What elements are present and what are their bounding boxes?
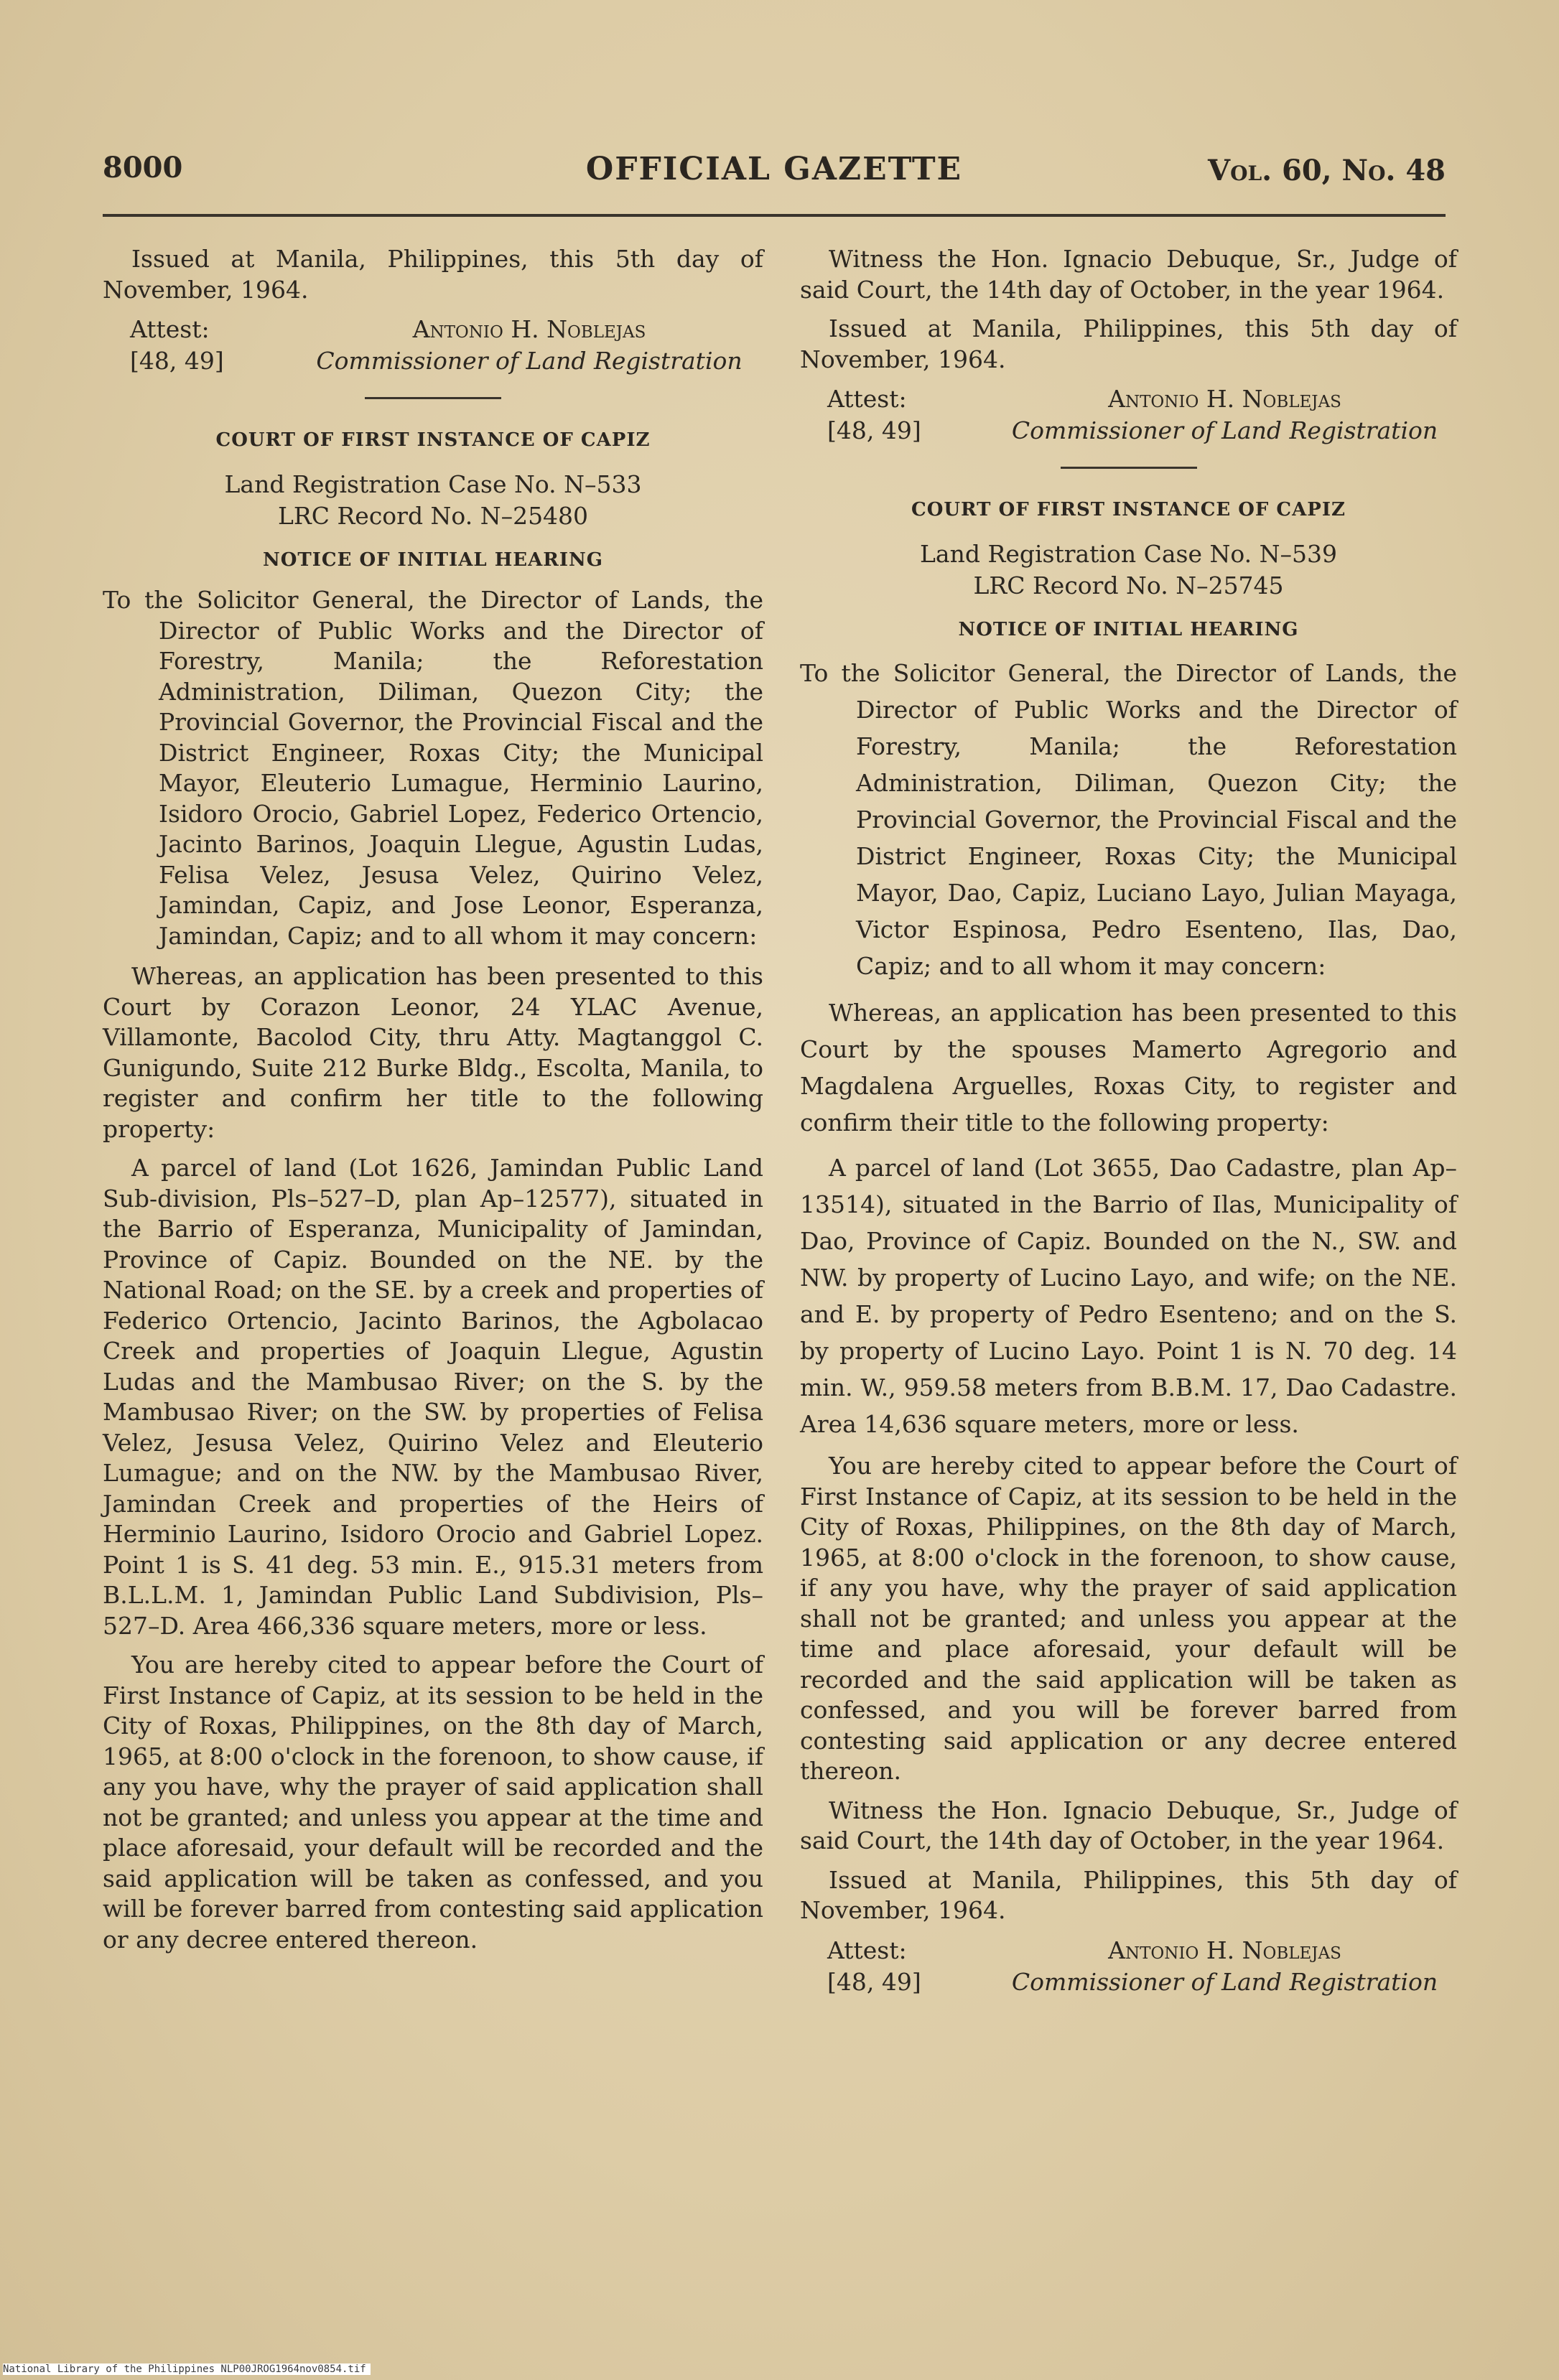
attest-ref: [48, 49] <box>130 347 224 375</box>
case-number: Land Registration Case No. N–539 <box>920 539 1337 568</box>
whereas-paragraph: Whereas, an application has been presented to this Court by the spouses Mamerto Agregorio and Magdalena Arguelles, Roxas City, to register and confirm their title to the following property: <box>800 999 1457 1137</box>
court-heading: COURT OF FIRST INSTANCE OF CAPIZ <box>911 499 1346 521</box>
publication-title: OFFICIAL GAZETTE <box>585 151 963 187</box>
attest-block <box>827 383 1457 447</box>
attest-title: Commissioner of Land Registration <box>1011 1967 1438 1996</box>
attest-label: Attest: <box>827 385 907 413</box>
attest-block <box>130 314 763 377</box>
volume-number: Vol. 60, No. 48 <box>1208 154 1446 187</box>
record-number: LRC Record No. N–25745 <box>973 571 1284 599</box>
case-number: Land Registration Case No. N–533 <box>224 470 642 498</box>
attest-ref: [48, 49] <box>827 416 921 444</box>
parcel-paragraph: A parcel of land (Lot 1626, Jamindan Public Land Sub-division, Pls–527–D, plan Ap–12577), situated in the Barrio of Esperanza, Municipality of Jamindan, Province of Capiz. Bounded on the NE. by the National Road; on the SE. by a creek and properties of Federico Ortencio, Jacinto Barinos, the Agbolacao Creek and properties of Joaquin Llegue, Agustin Ludas and the Mambusao River; on the S. by the Mambusao River; on the SW. by properties of Felisa Velez, Jesusa Velez, Quirino Velez and Eleuterio Lumague; and on the NW. by the Mambusao River, Jamindan Creek and properties of the Heirs of Herminio Laurino, Isidoro Orocio and Gabriel Lopez. Point 1 is S. 41 deg. 53 min. E., 915.31 meters from B.L.L.M. 1, Jamindan Public Land Subdivision, Pls–527–D. Area 466,336 square meters, more or less. <box>103 1154 763 1640</box>
issued-statement: Issued at Manila, Philippines, this 5th day of November, 1964. <box>800 314 1457 373</box>
addressees-paragraph: To the Solicitor General, the Director of Lands, the Director of Public Works and the Director of Forestry, Manila; the Reforestation Administration, Diliman, Quezon City; the Provincial Governor, the Provincial Fiscal and the District Engineer, Roxas City; the Municipal Mayor, Dao, Capiz, Luciano Layo, Julian Mayaga, Victor Espinosa, Pedro Esenteno, Ilas, Dao, Capiz; and to all whom it may concern: <box>800 659 1457 980</box>
attest-label: Attest: <box>827 1936 907 1964</box>
attest-title: Commissioner of Land Registration <box>1011 416 1438 444</box>
court-heading: COURT OF FIRST INSTANCE OF CAPIZ <box>215 429 651 451</box>
page-number: 8000 <box>103 151 183 185</box>
notice-heading: NOTICE OF INITIAL HEARING <box>958 618 1299 640</box>
parcel-paragraph: A parcel of land (Lot 3655, Dao Cadastre, plan Ap–13514), situated in the Barrio of Ilas, Municipality of Dao, Province of Capiz. Bounded on the N., SW. and NW. by property of Lucino Layo, and wife; on the NE. and E. by property of Pedro Esenteno; and on the S. by property of Lucino Layo. Point 1 is N. 70 deg. 14 min. W., 959.58 meters from B.B.M. 17, Dao Cadastre. Area 14,636 square meters, more or less. <box>800 1154 1457 1438</box>
scan-source-footer: National Library of the Philippines NLP00JROG1964nov0854.tif <box>3 2363 371 2375</box>
witness-paragraph: Witness the Hon. Ignacio Debuque, Sr., Judge of said Court, the 14th day of October, in the year 1964. <box>800 1796 1457 1854</box>
cited-paragraph: You are hereby cited to appear before the Court of First Instance of Capiz, at its session to be held in the City of Roxas, Philippines, on the 8th day of March, 1965, at 8:00 o'clock in the forenoon, to show cause, if any you have, why the prayer of said application shall not be granted; and unless you appear at the time and place aforesaid, your default will be recorded and the said application will be taken as confessed, and you will be forever barred from contesting said application or any decree entered thereon. <box>103 1651 763 1954</box>
attest-block <box>827 1935 1457 1998</box>
issued-statement: Issued at Manila, Philippines, this 5th day of November, 1964. <box>800 1865 1457 1924</box>
whereas-paragraph: Whereas, an application has been presented to this Court by Corazon Leonor, 24 YLAC Avenue, Villamonte, Bacolod City, thru Atty. Magtanggol C. Gunigundo, Suite 212 Burke Bldg., Escolta, Manila, to register and confirm her title to the following property: <box>103 962 763 1143</box>
attest-name: Antonio H. Noblejas <box>1108 385 1341 413</box>
left-column <box>103 244 763 1964</box>
record-number: LRC Record No. N–25480 <box>277 501 589 530</box>
right-column <box>800 244 1457 1998</box>
addressees-paragraph: To the Solicitor General, the Director of Lands, the Director of Public Works and the Director of Forestry, Manila; the Reforestation Administration, Diliman, Quezon City; the Provincial Governor, the Provincial Fiscal and the District Engineer, Roxas City; the Municipal Mayor, Eleuterio Lumague, Herminio Laurino, Isidoro Orocio, Gabriel Lopez, Federico Ortencio, Jacinto Barinos, Joaquin Llegue, Agustin Ludas, Felisa Velez, Jesusa Velez, Quirino Velez, Jamindan, Capiz, and Jose Leonor, Esperanza, Jamindan, Capiz; and to all whom it may concern: <box>103 586 763 950</box>
attest-name: Antonio H. Noblejas <box>1108 1936 1341 1964</box>
attest-name: Antonio H. Noblejas <box>412 315 646 343</box>
notice-heading: NOTICE OF INITIAL HEARING <box>262 549 604 571</box>
attest-title: Commissioner of Land Registration <box>316 347 743 375</box>
cited-paragraph: You are hereby cited to appear before the Court of First Instance of Capiz, at its session to be held in the City of Roxas, Philippines, on the 8th day of March, 1965, at 8:00 o'clock in the forenoon, to show cause, if any you have, why the prayer of said application shall not be granted; and unless you appear at the time and place aforesaid, your default will be recorded and the said application will be taken as confessed, and you will be forever barred from contesting said application or any decree entered thereon. <box>800 1452 1457 1785</box>
section-divider <box>365 397 501 399</box>
issued-statement: Issued at Manila, Philippines, this 5th day of November, 1964. <box>103 245 763 304</box>
witness-paragraph: Witness the Hon. Ignacio Debuque, Sr., Judge of said Court, the 14th day of October, in the year 1964. <box>800 245 1457 304</box>
attest-ref: [48, 49] <box>827 1967 921 1996</box>
header-rule <box>103 214 1446 217</box>
page-header <box>103 151 1446 208</box>
section-divider <box>1061 467 1197 469</box>
attest-label: Attest: <box>130 315 210 343</box>
